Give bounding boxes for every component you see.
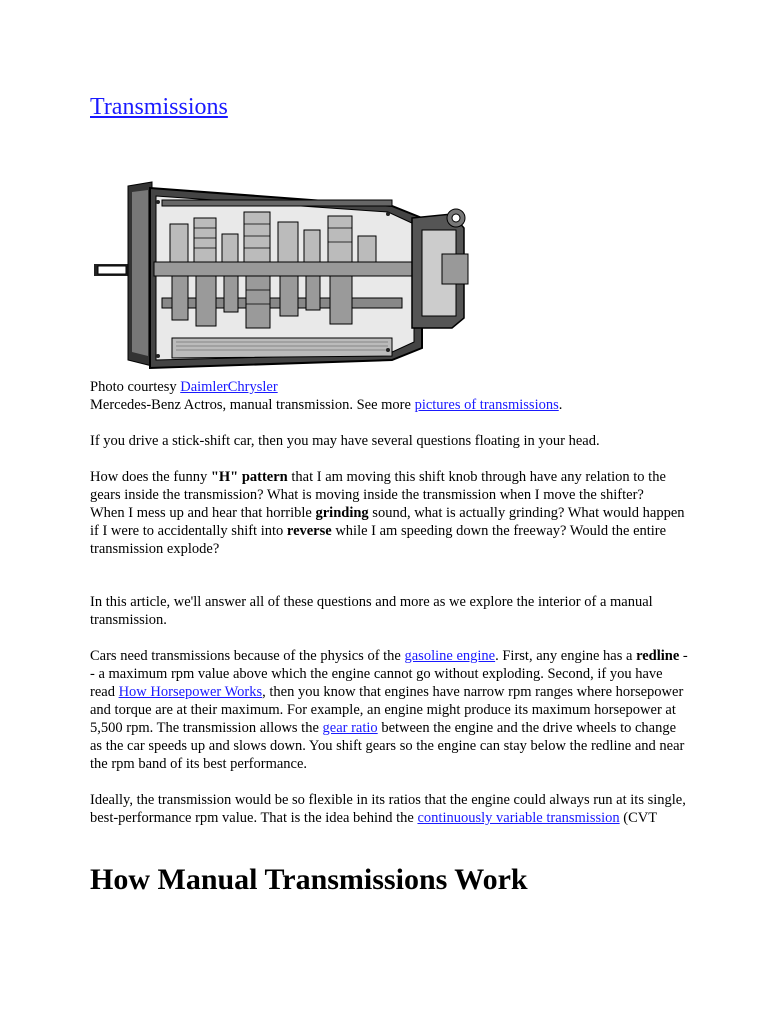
caption-description-text: Mercedes-Benz Actros, manual transmission. See more — [90, 397, 415, 413]
photo-caption — [90, 378, 688, 414]
reverse-bold: reverse — [286, 523, 332, 539]
q1-suffix-text: that I am moving this shift knob through have any relation to the gears inside the transmission? What is moving inside the transmission when I move the shifter? — [90, 469, 666, 503]
physics-paragraph — [90, 647, 688, 773]
article-intro-text: In this article, we'll answer all of these questions and more as we explore the interior of a manual transmission. — [90, 594, 653, 628]
caption-credit-text: Photo courtesy — [90, 379, 181, 395]
daimlerchrysler-link[interactable]: DaimlerChrysler — [180, 379, 278, 395]
q2-suffix-text: while I am speeding down the freeway? Would the entire transmission explode? — [90, 523, 667, 557]
transmission-image — [92, 178, 472, 373]
q1-text: How does the funny — [90, 469, 211, 485]
article-intro-paragraph — [90, 593, 688, 629]
pictures-of-transmissions-link[interactable]: pictures of transmissions — [414, 397, 559, 413]
physics-text-3: -- a maximum rpm value above which the engine cannot go without exploding. Second, if you have read — [90, 648, 688, 700]
q2-text: When I mess up and hear that horrible — [90, 505, 316, 521]
intro-text: If you drive a stick-shift car, then you may have several questions floating in your head. — [90, 433, 600, 449]
how-horsepower-works-link[interactable]: How Horsepower Works — [118, 684, 263, 700]
intro-paragraph — [90, 432, 688, 450]
questions-paragraph — [90, 468, 688, 558]
gasoline-engine-link[interactable]: gasoline engine — [404, 648, 496, 664]
physics-text-4: , then you know that engines have narrow rpm ranges where horsepower and torque are at their maximum. For example, an engine might produce its maximum horsepower at 5,500 rpm. The transmission allows the — [90, 684, 684, 736]
q2-mid-text: sound, what is actually grinding? What would happen if I were to accidentally shift into — [90, 505, 685, 539]
section-heading: How Manual Transmissions Work — [90, 863, 528, 896]
ideal-paragraph — [90, 791, 688, 827]
ideal-text-2: (CVT — [619, 810, 658, 826]
redline-bold: redline — [636, 648, 680, 664]
title-link[interactable]: Transmissions — [90, 94, 228, 120]
grinding-bold: grinding — [315, 505, 369, 521]
gear-ratio-link[interactable]: gear ratio — [322, 720, 378, 736]
physics-text-5: between the engine and the drive wheels to change as the car speeds up and slows down. You shift gears so the engine can stay below the redline and near the rpm band of its best performance. — [90, 720, 685, 772]
physics-text-2: . First, any engine has a — [495, 648, 637, 664]
cvt-link[interactable]: continuously variable transmission — [417, 810, 620, 826]
h-pattern-bold: "H" pattern — [210, 469, 288, 485]
ideal-text-1: Ideally, the transmission would be so flexible in its ratios that the engine could always run at its single, best-performance rpm value. That is the idea behind the — [90, 792, 686, 826]
caption-period: . — [558, 397, 563, 413]
physics-text-1: Cars need transmissions because of the physics of the — [90, 648, 405, 664]
